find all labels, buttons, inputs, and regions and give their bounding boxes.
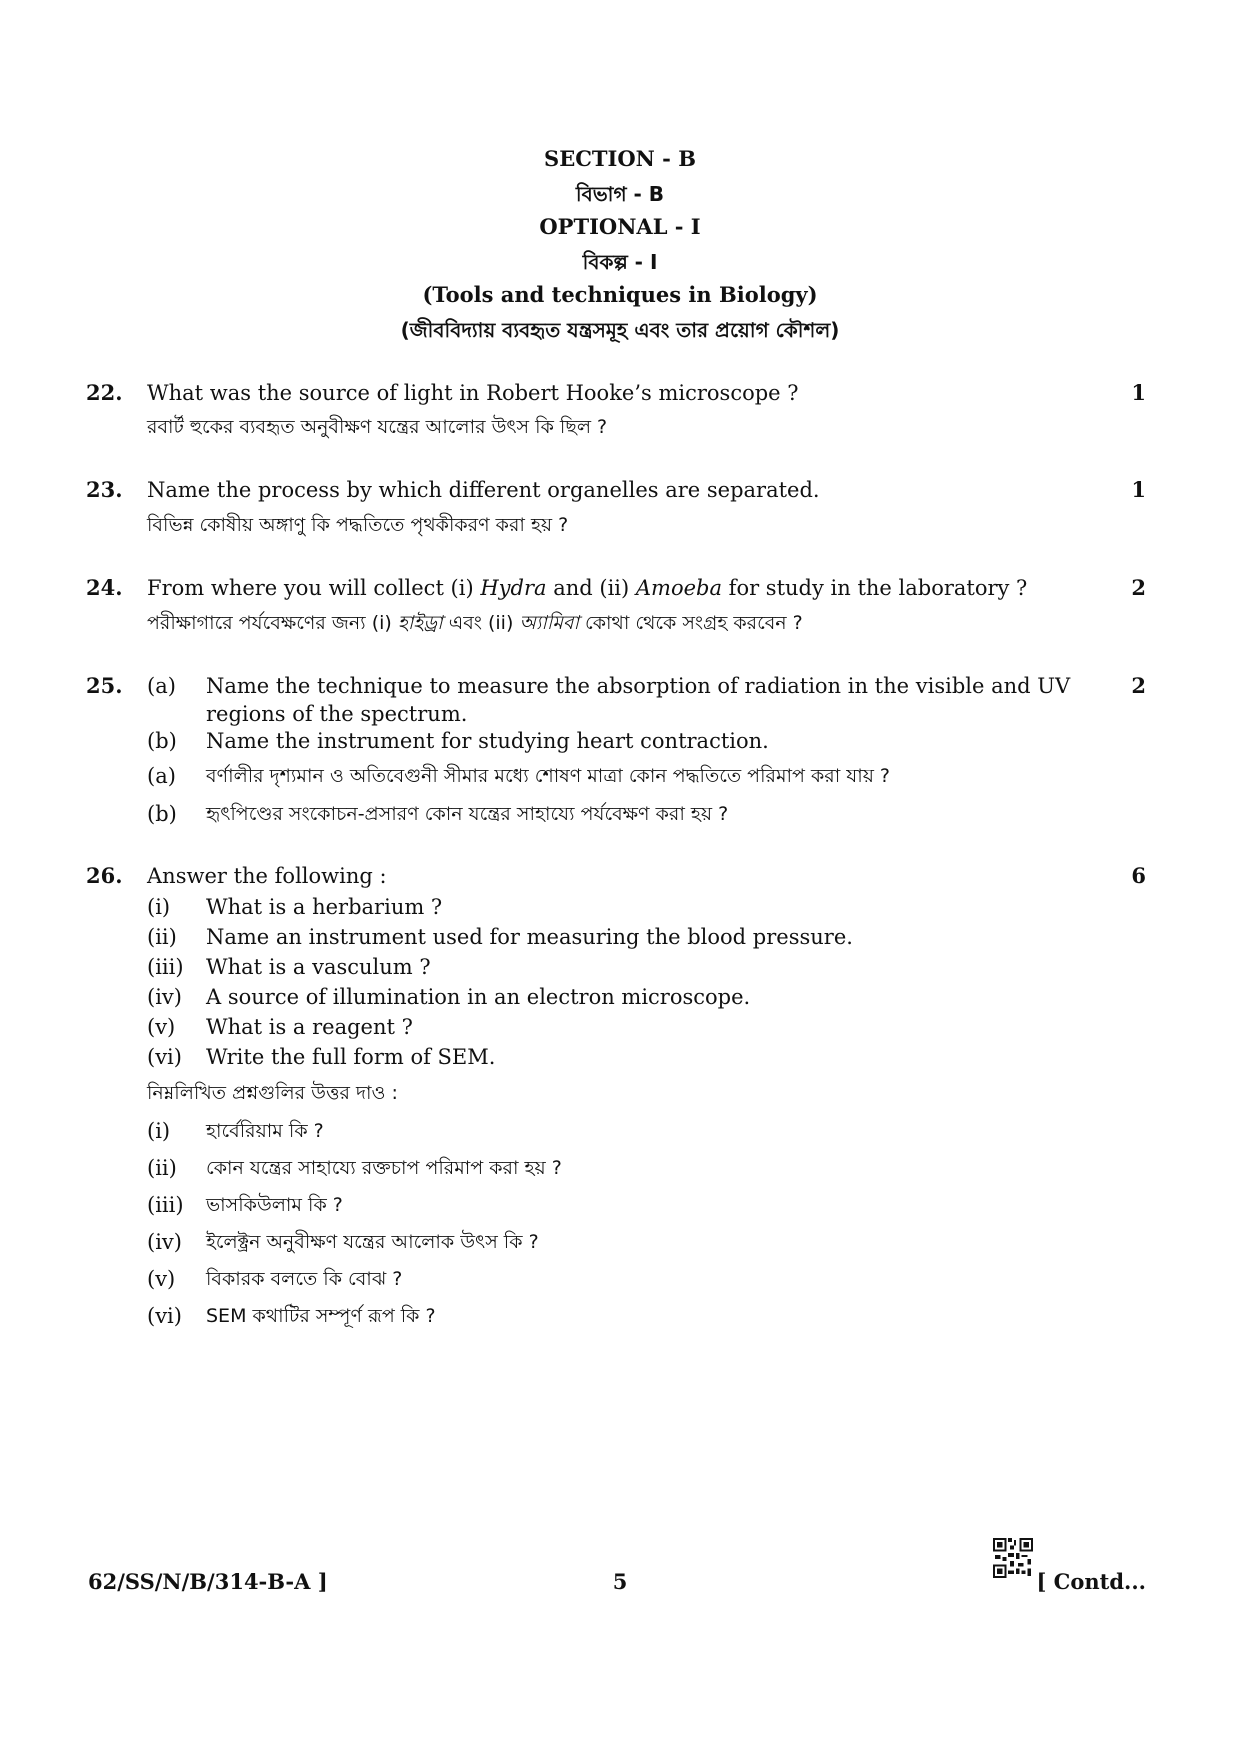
question-text-en — [147, 574, 1027, 602]
sub-label: (i) — [147, 1119, 171, 1143]
sub-label: (iii) — [147, 955, 184, 979]
question-marks: 2 — [1131, 575, 1146, 600]
question-intro-bn: নিম্নলিখিত প্রশ্নগুলির উত্তর দাও : — [147, 1082, 398, 1104]
sub-question-bn: বিকারক বলতে কি বোঝ ? — [206, 1268, 403, 1290]
text-segment: From where you will collect (i) — [147, 576, 481, 600]
sub-label: (i) — [147, 895, 171, 919]
question-text-bn: বিভিন্ন কোষীয় অঙ্গাণু কি পদ্ধতিতে পৃথকীকরণ করা হয় ? — [147, 514, 569, 536]
sub-label: (iii) — [147, 1193, 184, 1217]
question-intro-en: Answer the following : — [147, 864, 387, 888]
sub-label: (ii) — [147, 1156, 177, 1180]
sub-label: (iv) — [147, 1230, 182, 1254]
question-number: 26. — [86, 863, 123, 888]
part-text-bn-b: হৃৎপিণ্ডের সংকোচন-প্রসারণ কোন যন্ত্রের সাহায্যে পর্যবেক্ষণ করা হয় ? — [206, 803, 729, 825]
part-label-b-bn: (b) — [147, 802, 177, 826]
sub-question-en: What is a reagent ? — [206, 1015, 413, 1039]
text-segment: কোথা থেকে সংগ্রহ করবেন ? — [578, 612, 803, 634]
amoeba-term: Amoeba — [635, 576, 722, 600]
amoeba-term-bn: অ্যামিবা — [519, 612, 579, 634]
question-marks: 6 — [1131, 863, 1146, 888]
sub-question-bn: ভাসকিউলাম কি ? — [206, 1194, 343, 1216]
question-number: 23. — [86, 477, 123, 502]
sub-question-bn: কোন যন্ত্রের সাহায্যে রক্তচাপ পরিমাপ করা হয় ? — [206, 1157, 562, 1179]
sub-label: (ii) — [147, 925, 177, 949]
question-marks: 2 — [1131, 673, 1146, 698]
optional-heading-en: OPTIONAL - I — [539, 214, 701, 239]
part-label-b: (b) — [147, 729, 177, 753]
sub-label: (v) — [147, 1015, 176, 1039]
question-number: 24. — [86, 575, 123, 600]
question-text-bn — [147, 609, 803, 637]
text-segment: and (ii) — [546, 576, 636, 600]
question-text-en: Name the process by which different organelles are separated. — [147, 478, 820, 502]
part-text-bn-a: বর্ণালীর দৃশ্যমান ও অতিবেগুনী সীমার মধ্যে শোষণ মাত্রা কোন পদ্ধতিতে পরিমাপ করা যায় ? — [206, 765, 891, 787]
optional-heading-bn: বিকল্প - I — [582, 250, 658, 274]
question-number: 25. — [86, 673, 123, 698]
paper-code: 62/SS/N/B/314-B-A ] — [88, 1569, 328, 1594]
section-heading-en: SECTION - B — [544, 146, 696, 171]
sub-question-bn: ইলেক্ট্রন অনুবীক্ষণ যন্ত্রের আলোক উৎস কি ? — [206, 1231, 539, 1253]
sub-label: (vi) — [147, 1045, 182, 1069]
sub-question-bn: SEM কথাটির সম্পূর্ণ রূপ কি ? — [206, 1305, 436, 1327]
sub-question-en: What is a herbarium ? — [206, 895, 443, 919]
text-segment: for study in the laboratory ? — [722, 576, 1028, 600]
sub-label: (v) — [147, 1267, 176, 1291]
part-text-en-a: Name the technique to measure the absorption of radiation in the visible and UV regions of the spectrum. — [206, 674, 1071, 726]
part-label-a-bn: (a) — [147, 764, 176, 788]
sub-question-en: Name an instrument used for measuring the blood pressure. — [206, 925, 853, 949]
sub-question-en: A source of illumination in an electron microscope. — [206, 985, 751, 1009]
sub-label: (iv) — [147, 985, 182, 1009]
question-text-en: What was the source of light in Robert Hooke’s microscope ? — [147, 381, 799, 405]
question-text-bn: রবার্ট হুকের ব্যবহৃত অনুবীক্ষণ যন্ত্রের আলোর উৎস কি ছিল ? — [147, 416, 608, 438]
topic-heading-en: (Tools and techniques in Biology) — [422, 282, 818, 307]
part-text-en-b: Name the instrument for studying heart contraction. — [206, 729, 769, 753]
section-heading-bn: বিভাগ - B — [575, 182, 665, 206]
text-segment: এবং (ii) — [442, 612, 520, 634]
sub-question-en: What is a vasculum ? — [206, 955, 431, 979]
part-label-a: (a) — [147, 674, 176, 698]
sub-label: (vi) — [147, 1304, 182, 1328]
text-segment: পরীক্ষাগারে পর্যবেক্ষণের জন্য (i) — [147, 612, 398, 634]
page-number: 5 — [612, 1569, 628, 1594]
sub-question-en: Write the full form of SEM. — [206, 1045, 496, 1069]
question-number: 22. — [86, 380, 123, 405]
hydra-term: Hydra — [480, 576, 547, 600]
sub-question-bn: হার্বেরিয়াম কি ? — [206, 1120, 324, 1142]
hydra-term-bn: হাইড্রা — [397, 612, 443, 634]
question-marks: 1 — [1131, 477, 1146, 502]
continued-label: [ Contd... — [1036, 1569, 1146, 1594]
question-marks: 1 — [1131, 380, 1146, 405]
topic-heading-bn: (জীববিদ্যায় ব্যবহৃত যন্ত্রসমূহ এবং তার প্রয়োগ কৌশল) — [400, 318, 840, 342]
qr-code-icon — [993, 1538, 1033, 1578]
